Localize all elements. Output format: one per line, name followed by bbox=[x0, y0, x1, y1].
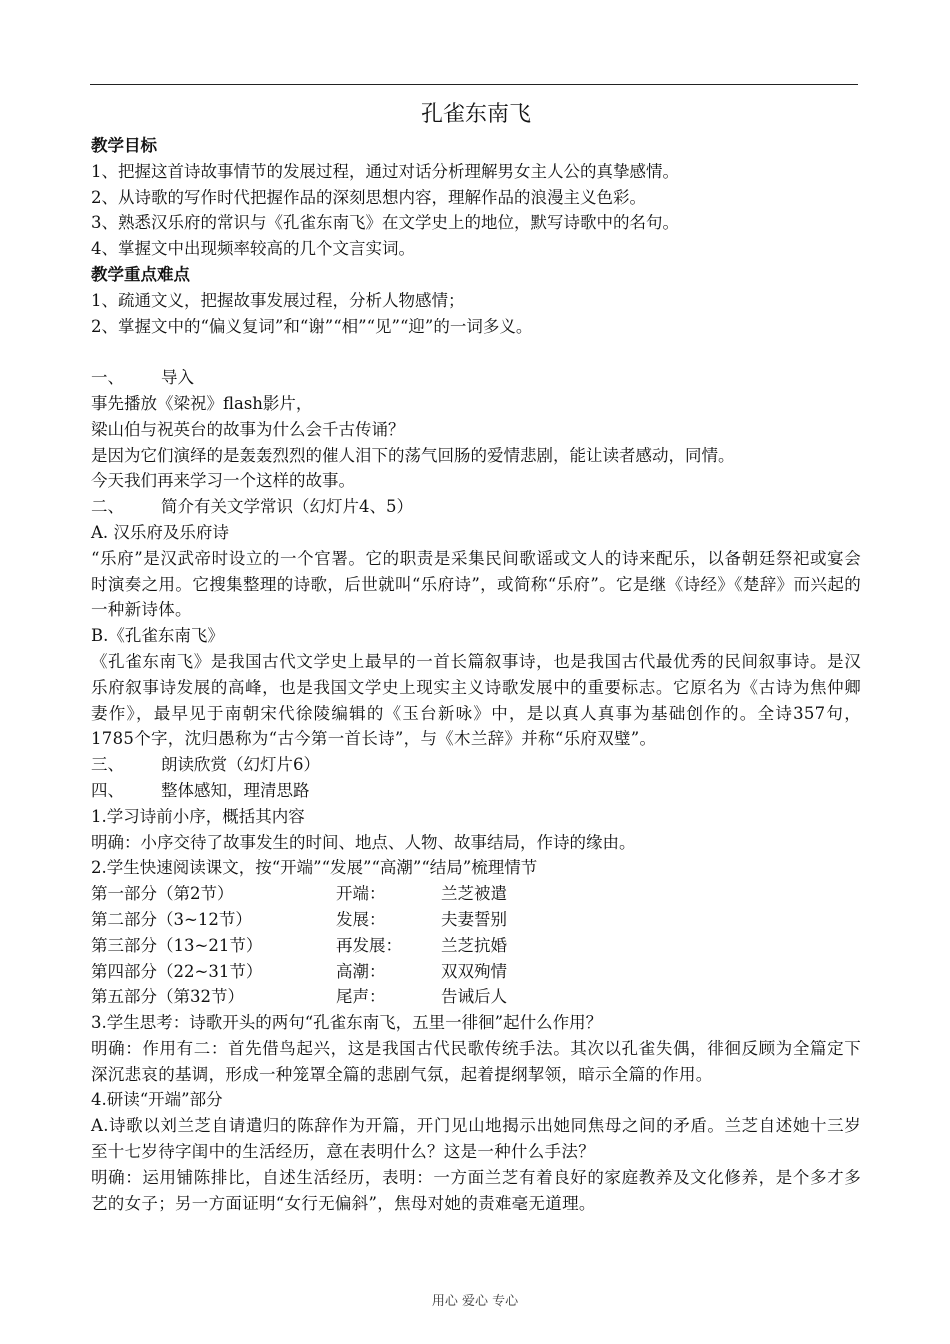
item-answer-1: 明确：小序交待了故事发生的时间、地点、人物、故事结局，作诗的缘由。 bbox=[91, 832, 636, 852]
plot-stage: 尾声： bbox=[336, 987, 386, 1007]
item-question-4: A.诗歌以刘兰芝自请遣归的陈辞作为开篇，开门见山地揭示出她同焦母之间的矛盾。兰芝自述她十三岁至十七岁待字闺中的生活经历，意在表明什么？这是一种什么手法？ bbox=[91, 1116, 861, 1162]
plot-part: 第四部分（22~31节） bbox=[91, 961, 263, 981]
paragraph-line: 事先播放《梁祝》flash影片， bbox=[91, 393, 313, 413]
goal-item: 1、把握这首诗故事情节的发展过程，通过对话分析理解男女主人公的真挚感情。 bbox=[91, 161, 679, 181]
key-point-item: 1、疏通文义，把握故事发展过程，分析人物感情； bbox=[91, 290, 465, 310]
plot-row bbox=[91, 907, 861, 933]
item-answer-3: 明确：作用有二：首先借鸟起兴，这是我国古代民歌传统手法。其次以孔雀失偶，徘徊反顾为全篇定下深沉悲哀的基调，形成一种笼罩全篇的悲剧气氛，起着提纲挈领，暗示全篇的作用。 bbox=[91, 1038, 861, 1084]
section-heading-2 bbox=[91, 494, 861, 520]
plot-stage: 开端： bbox=[336, 884, 386, 904]
paragraph-line: 今天我们再来学习一个这样的故事。 bbox=[91, 471, 355, 491]
document-body bbox=[91, 100, 861, 1216]
plot-row bbox=[91, 959, 861, 985]
header-rule bbox=[90, 84, 858, 85]
section-number: 三、 bbox=[91, 755, 124, 775]
plot-stage: 高潮： bbox=[336, 961, 386, 981]
section-title: 整体感知，理清思路 bbox=[161, 780, 310, 800]
section-title: 朗读欣赏（幻灯片6） bbox=[161, 755, 320, 775]
subsection-title-a: A. 汉乐府及乐府诗 bbox=[91, 522, 229, 542]
section-title: 简介有关文学常识（幻灯片4、5） bbox=[161, 497, 413, 517]
plot-summary: 夫妻誓别 bbox=[441, 909, 507, 929]
plot-part: 第五部分（第32节） bbox=[91, 987, 244, 1007]
section-heading-4 bbox=[91, 778, 861, 804]
item-title-1: 1.学习诗前小序，概括其内容 bbox=[91, 806, 305, 826]
plot-summary: 告诫后人 bbox=[441, 987, 507, 1007]
plot-stage: 发展： bbox=[336, 909, 386, 929]
plot-row bbox=[91, 881, 861, 907]
goal-item: 4、掌握文中出现频率较高的几个文言实词。 bbox=[91, 239, 415, 259]
paragraph-kongque: 《孔雀东南飞》是我国古代文学史上最早的一首长篇叙事诗，也是我国古代最优秀的民间叙事诗。是汉乐府叙事诗发展的高峰，也是我国文学史上现实主义诗歌发展中的重要标志。它原名为《古诗为焦仲卿妻作》，最早见于南朝宋代徐陵编辑的《玉台新咏》中，是以真人真事为基础创作的。全诗357句，1785个字，沈归愚称为“古今第一首长诗”，与《木兰辞》并称“乐府双璧”。 bbox=[91, 651, 861, 749]
document-title: 孔雀东南飞 bbox=[420, 102, 531, 127]
plot-summary: 兰芝被遣 bbox=[441, 884, 507, 904]
plot-row bbox=[91, 984, 861, 1010]
item-title-3: 3.学生思考：诗歌开头的两句“孔雀东南飞，五里一徘徊”起什么作用？ bbox=[91, 1013, 603, 1033]
plot-summary: 兰芝抗婚 bbox=[441, 935, 507, 955]
section-title: 导入 bbox=[161, 368, 194, 388]
key-points-heading: 教学重点难点 bbox=[91, 264, 190, 284]
plot-part: 第二部分（3~12节） bbox=[91, 909, 252, 929]
item-answer-4: 明确：运用铺陈排比，自述生活经历，表明：一方面兰芝有着良好的家庭教养及文化修养，是个多才多艺的女子；另一方面证明“女行无偏斜”，焦母对她的责难毫无道理。 bbox=[91, 1167, 861, 1213]
goal-item: 3、熟悉汉乐府的常识与《孔雀东南飞》在文学史上的地位，默写诗歌中的名句。 bbox=[91, 213, 679, 233]
plot-stage: 再发展： bbox=[336, 935, 402, 955]
plot-part: 第三部分（13~21节） bbox=[91, 935, 263, 955]
page-footer: 用心 爱心 专心 bbox=[431, 1294, 519, 1309]
section-number: 一、 bbox=[91, 368, 124, 388]
section-number: 二、 bbox=[91, 497, 124, 517]
section-number: 四、 bbox=[91, 780, 124, 800]
plot-summary: 双双殉情 bbox=[441, 961, 507, 981]
item-title-4: 4.研读“开端”部分 bbox=[91, 1090, 223, 1110]
plot-structure-table bbox=[91, 881, 861, 1010]
paragraph-line: 是因为它们演绎的是轰轰烈烈的催人泪下的荡气回肠的爱情悲剧，能让读者感动，同情。 bbox=[91, 445, 735, 465]
section-heading-3 bbox=[91, 752, 861, 778]
key-point-item: 2、掌握文中的“偏义复词”和“谢”“相”“见”“迎”的一词多义。 bbox=[91, 316, 533, 336]
goals-heading: 教学目标 bbox=[91, 136, 157, 155]
section-heading-1 bbox=[91, 365, 861, 391]
plot-row bbox=[91, 933, 861, 959]
paragraph-line: 梁山伯与祝英台的故事为什么会千古传诵？ bbox=[91, 419, 405, 439]
plot-part: 第一部分（第2节） bbox=[91, 884, 234, 904]
goal-item: 2、从诗歌的写作时代把握作品的深刻思想内容，理解作品的浪漫主义色彩。 bbox=[91, 187, 646, 207]
subsection-title-b: B.《孔雀东南飞》 bbox=[91, 626, 224, 646]
item-title-2: 2.学生快速阅读课文，按“开端”“发展”“高潮”“结局”梳理情节 bbox=[91, 858, 538, 878]
spacer bbox=[91, 339, 861, 365]
paragraph-yuefu: “乐府”是汉武帝时设立的一个官署。它的职责是采集民间歌谣或文人的诗来配乐，以备朝廷祭祀或宴会时演奏之用。它搜集整理的诗歌，后世就叫“乐府诗”，或简称“乐府”。它是继《诗经》《楚辞》而兴起的一种新诗体。 bbox=[91, 548, 861, 620]
